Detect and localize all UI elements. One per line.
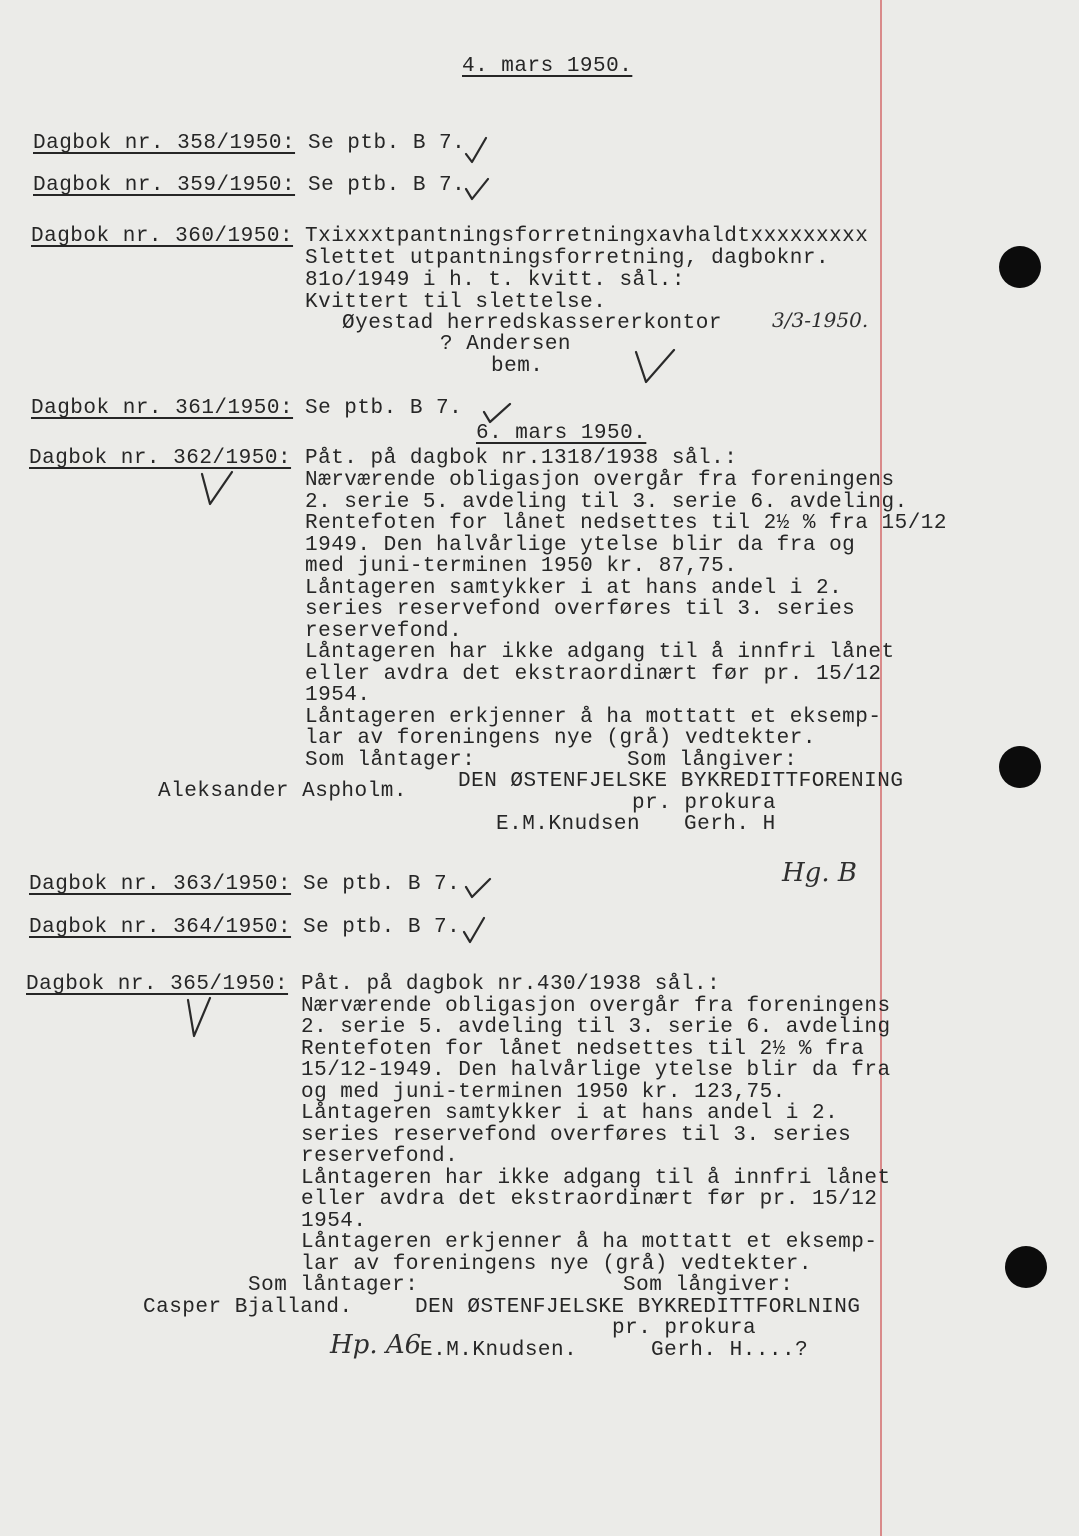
entry-line: Nærværende obligasjon overgår fra foreningens [301, 995, 891, 1018]
lender-proxy: pr. prokura [632, 792, 777, 815]
entry-line: Kvittert til slettelse. [305, 291, 607, 314]
entry-text: Se ptb. B 7. [308, 174, 466, 197]
entry-text: Se ptb. B 7. [303, 873, 461, 896]
entry-line: Nærværende obligasjon overgår fra foreningens [305, 469, 895, 492]
handwritten-initials: Hg. B [782, 858, 857, 888]
signatory: Gerh. H....? [651, 1339, 809, 1362]
borrower-name: Casper Bjalland. [143, 1296, 353, 1319]
entry-line: Påt. på dagbok nr.1318/1938 sål.: [305, 447, 738, 470]
punch-hole [1005, 1246, 1047, 1288]
entry-line: ? Andersen [440, 333, 572, 356]
punch-hole [999, 746, 1041, 788]
borrower-name: Aleksander Aspholm. [158, 780, 407, 803]
entry-label: Dagbok nr. 359/1950: [33, 174, 296, 197]
lender-heading: Som långiver: [623, 1274, 794, 1297]
entry-label: Dagbok nr. 364/1950: [29, 916, 292, 939]
check-mark-icon [462, 136, 492, 166]
entry-line: eller avdra det ekstraordinært før pr. 15/12 [305, 663, 882, 686]
struck-text: Txixxxtpantningsforretningxavhaldtxxxxxxxxx [305, 225, 869, 248]
entry-line: 2. serie 5. avdeling til 3. serie 6. avdeling. [305, 491, 908, 514]
check-mark-icon [630, 346, 680, 386]
borrower-heading: Som låntager: [248, 1274, 419, 1297]
lender-name: DEN ØSTENFJELSKE BYKREDITTFORLNING [415, 1296, 861, 1319]
punch-hole [999, 246, 1041, 288]
signatory: E.M.Knudsen [496, 813, 641, 836]
entry-line: eller avdra det ekstraordinært før pr. 15/12 [301, 1188, 878, 1211]
signatory: Gerh. H [684, 813, 776, 836]
margin-line [880, 0, 882, 1536]
check-mark-icon [198, 470, 238, 508]
entry-line: Låntageren samtykker i at hans andel i 2. [305, 577, 843, 600]
entry-line: Rentefoten for lånet nedsettes til 2½ % fra 15/12 [305, 512, 948, 535]
entry-line: 2. serie 5. avdeling til 3. serie 6. avdeling [301, 1016, 891, 1039]
entry-text: Se ptb. B 7. [308, 132, 466, 155]
entry-label: Dagbok nr. 361/1950: [31, 397, 294, 420]
entry-line: lar av foreningens nye (grå) vedtekter. [301, 1253, 812, 1276]
borrower-heading: Som låntager: [305, 749, 476, 772]
entry-line: Rentefoten for lånet nedsettes til 2½ % fra [301, 1038, 865, 1061]
check-mark-icon [460, 916, 490, 946]
entry-line: 81o/1949 i h. t. kvitt. sål.: [305, 269, 685, 292]
entry-line: 15/12-1949. Den halvårlige ytelse blir da fra [301, 1059, 891, 1082]
entry-line: Låntageren samtykker i at hans andel i 2. [301, 1102, 839, 1125]
entry-line: reservefond. [305, 620, 463, 643]
entry-line: Låntageren har ikke adgang til å innfri lånet [305, 641, 895, 664]
lender-name: DEN ØSTENFJELSKE BYKREDITTFORENING [458, 770, 904, 793]
entry-text: Se ptb. B 7. [305, 397, 463, 420]
check-mark-icon [182, 996, 216, 1040]
entry-line: og med juni-terminen 1950 kr. 123,75. [301, 1081, 786, 1104]
entry-label: Dagbok nr. 360/1950: [31, 225, 294, 248]
signatory: E.M.Knudsen. [420, 1339, 578, 1362]
entry-text: Se ptb. B 7. [303, 916, 461, 939]
entry-line: lar av foreningens nye (grå) vedtekter. [305, 727, 816, 750]
check-mark-icon [480, 400, 514, 426]
entry-line: 1949. Den halvårlige ytelse blir da fra og [305, 534, 856, 557]
lender-proxy: pr. prokura [612, 1317, 757, 1340]
entry-line: Slettet utpantningsforretning, dagboknr. [305, 247, 830, 270]
lender-heading: Som långiver: [627, 749, 798, 772]
entry-line: reservefond. [301, 1145, 459, 1168]
date-heading: 6. mars 1950. [476, 422, 647, 445]
entry-line: 1954. [305, 684, 371, 707]
entry-label: Dagbok nr. 358/1950: [33, 132, 296, 155]
check-mark-icon [462, 875, 494, 901]
date-heading: 4. mars 1950. [462, 55, 633, 78]
entry-line: series reservefond overføres til 3. series [305, 598, 856, 621]
entry-label: Dagbok nr. 365/1950: [26, 973, 289, 996]
entry-line: Påt. på dagbok nr.430/1938 sål.: [301, 973, 721, 996]
entry-line: series reservefond overføres til 3. series [301, 1124, 852, 1147]
entry-label: Dagbok nr. 362/1950: [29, 447, 292, 470]
entry-line: Låntageren erkjenner å ha mottatt et eksemp- [305, 706, 882, 729]
handwritten-initials: Hp. A6 [330, 1330, 422, 1360]
entry-line: Øyestad herredskassererkontor [342, 312, 722, 335]
entry-line: med juni-terminen 1950 kr. 87,75. [305, 555, 738, 578]
entry-label: Dagbok nr. 363/1950: [29, 873, 292, 896]
entry-line: 1954. [301, 1210, 367, 1233]
check-mark-icon [462, 175, 492, 203]
handwritten-date: 3/3-1950. [772, 308, 869, 332]
entry-line: Låntageren erkjenner å ha mottatt et eksemp- [301, 1231, 878, 1254]
entry-line: Låntageren har ikke adgang til å innfri lånet [301, 1167, 891, 1190]
entry-line: bem. [491, 355, 544, 378]
